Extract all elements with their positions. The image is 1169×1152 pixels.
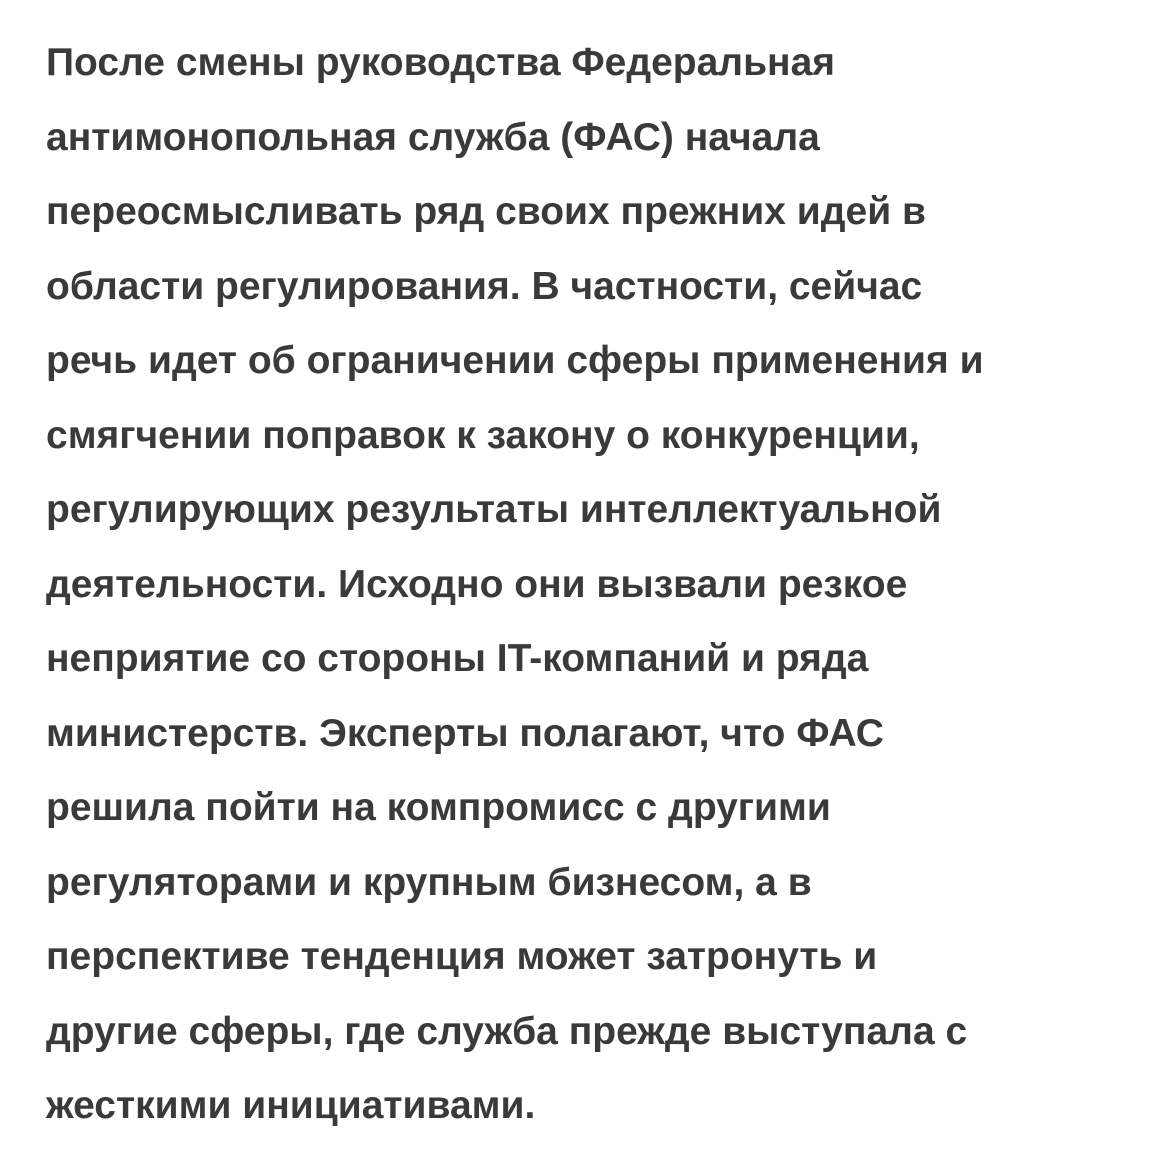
paragraph-line: перспективе тенденция может затронуть и bbox=[46, 935, 878, 978]
paragraph-line: речь идет об ограничении сферы применения и bbox=[46, 339, 984, 382]
paragraph-line: переосмысливать ряд своих прежних идей в bbox=[46, 190, 927, 233]
paragraph-line: деятельности. Исходно они вызвали резкое bbox=[46, 562, 908, 606]
article-paragraph bbox=[46, 26, 1161, 1144]
paragraph-line: регулирующих результаты интеллектуальной bbox=[46, 488, 942, 531]
paragraph-line: министерств. Эксперты полагают, что ФАС bbox=[46, 711, 884, 755]
paragraph-line: антимонопольная служба (ФАС) начала bbox=[46, 115, 820, 159]
paragraph-line: смягчении поправок к закону о конкуренции, bbox=[46, 413, 920, 457]
paragraph-line: После смены руководства Федеральная bbox=[46, 41, 836, 84]
paragraph-line: жесткими инициативами. bbox=[46, 1084, 536, 1127]
paragraph-line: области регулирования. В частности, сейчас bbox=[46, 264, 923, 308]
paragraph-line: другие сферы, где служба прежде выступала с bbox=[46, 1009, 968, 1053]
paragraph-line: решила пойти на компромисс с другими bbox=[46, 786, 831, 829]
paragraph-line: неприятие со стороны IT-компаний и ряда bbox=[46, 637, 869, 680]
paragraph-line: регуляторами и крупным бизнесом, а в bbox=[46, 860, 812, 904]
